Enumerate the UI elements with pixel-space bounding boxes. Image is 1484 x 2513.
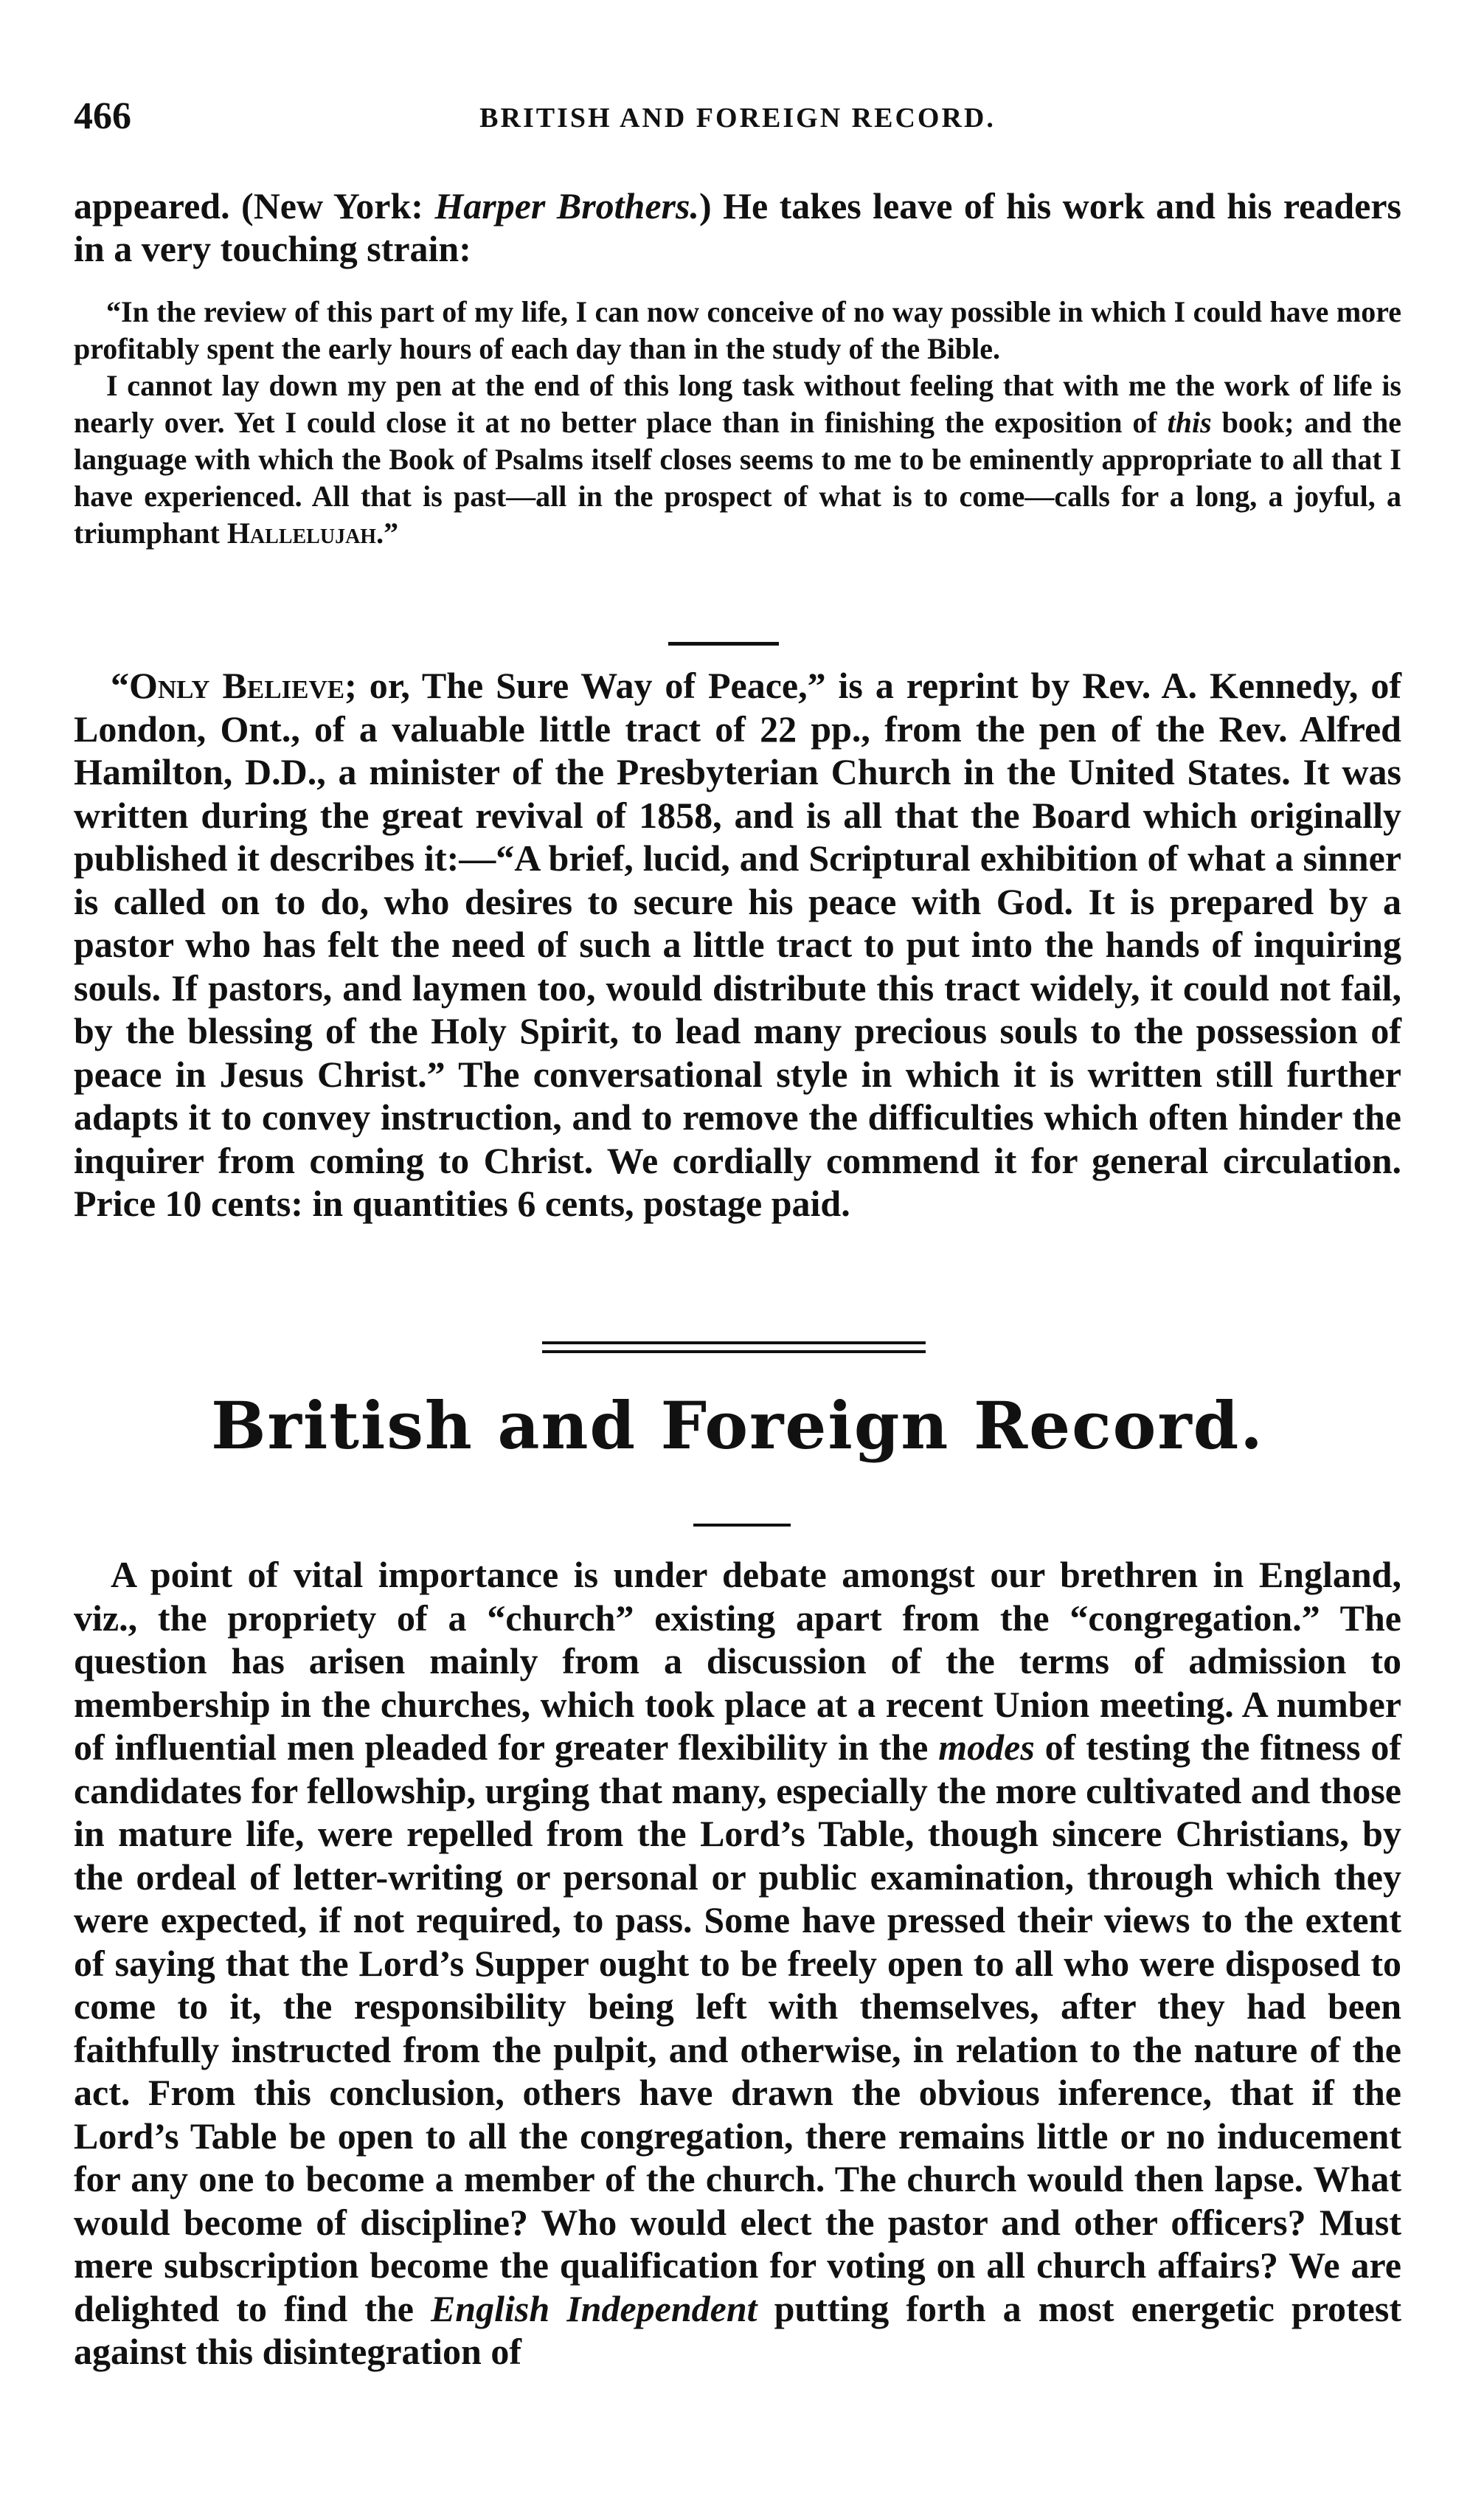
quote-text-start: I cannot lay down my pen at the end of this long task without feeling that with me the work of life is nearly over. Yet I could close it at no better place than in finishing the exposition of — [74, 369, 1401, 439]
page-number: 466 — [74, 95, 131, 137]
quote-emphasis-this: this — [1167, 406, 1212, 439]
block-quote — [74, 294, 1401, 552]
article-text-end: putting forth a most energetic protest against this disintegration of — [74, 2287, 1401, 2372]
page-header — [74, 94, 1401, 146]
article-paragraph — [74, 1553, 1401, 2374]
notice-title: “Only Believe — [111, 665, 345, 706]
article-text-middle: of testing the fitness of candidates for fellowship, urging that many, especially the more cultivated and those in mature life, were repelled from the Lord’s Table, though sincere Christians, by the ordeal of letter-writing or personal or public examination, through which they were expected, if not required, to pass. Some have pressed their views to the extent of saying that the Lord’s Supper ought to be freely open to all who were disposed to come to it, the responsibility being left with themselves, after they had been faithfully instructed from the pulpit, and otherwise, in relation to the nature of the act. From this conclusion, others have drawn the obvious inference, that if the Lord’s Table be open to all the congregation, there remains little or no inducement for any one to become a member of the church. The church would then lapse. What would become of discipline? Who would elect the pastor and other officers? Must mere subscription become the qualification for voting on all church affairs? We are delighted to find the — [74, 1726, 1401, 2329]
short-divider-rule — [668, 642, 779, 646]
quote-text-middle: book; and the language with which the Book of Psalms itself closes seems to me to be eminently appropriate to all that I have experienced. All that is past—all in the prospect of what is to come—calls for a long, a joyful, a triumphant — [74, 406, 1402, 550]
book-notice-paragraph — [74, 664, 1401, 1226]
intro-text-end: ) He takes leave of his work and his readers in a very touching strain: — [74, 185, 1401, 269]
journal-name: English Independent — [430, 2287, 757, 2329]
intro-text-start: appeared. (New York: — [74, 185, 435, 227]
running-title: BRITISH AND FOREIGN RECORD. — [479, 103, 996, 134]
quote-paragraph-1: “In the review of this part of my life, I can now conceive of no way possible in which I could have more profitably spent the early hours of each day than in the study of the Bible. — [74, 295, 1401, 365]
quote-close-mark: ” — [384, 516, 399, 550]
quote-hallelujah: Hallelujah. — [226, 516, 384, 550]
intro-paragraph — [74, 184, 1401, 270]
section-heading: British and Foreign Record. — [211, 1387, 1264, 1464]
notice-text: ; or, The Sure Way of Peace,” is a reprint by Rev. A. Kennedy, of London, Ont., of a valuable little tract of 22 pp., from the pen of the Rev. Alfred Hamilton, D.D., a minister of the Presbyterian Church in the United States. It was written during the great revival of 1858, and is all that the Board which originally published it describes it:—“A brief, lucid, and Scriptural exhibition of what a sinner is called on to do, who desires to secure his peace with God. It is prepared by a pastor who has felt the need of such a little tract to put into the hands of inquiring souls. If pastors, and laymen too, would distribute this tract widely, it could not fail, by the blessing of the Holy Spirit, to lead many precious souls to the possession of peace in Jesus Christ.” The conversational style in which it is written still further adapts it to convey instruction, and to remove the difficulties which often hinder the inquirer from coming to Christ. We cordially commend it for general circulation. Price 10 cents: in quantities 6 cents, postage paid. — [74, 665, 1402, 1224]
article-text-start: A point of vital importance is under debate amongst our brethren in England, viz., the propriety of a “church” existing apart from the “congregation.” The question has arisen mainly from a discussion of the terms of admission to membership in the churches, which took place at a recent Union meeting. A number of influential men pleaded for greater flexibility in the — [74, 1554, 1401, 1768]
quote-paragraph-2 — [74, 367, 1401, 552]
publisher-name: Harper Brothers. — [434, 185, 699, 227]
section-double-rule — [542, 1341, 926, 1353]
heading-underline-rule — [693, 1524, 791, 1527]
article-emphasis-modes: modes — [938, 1726, 1035, 1768]
